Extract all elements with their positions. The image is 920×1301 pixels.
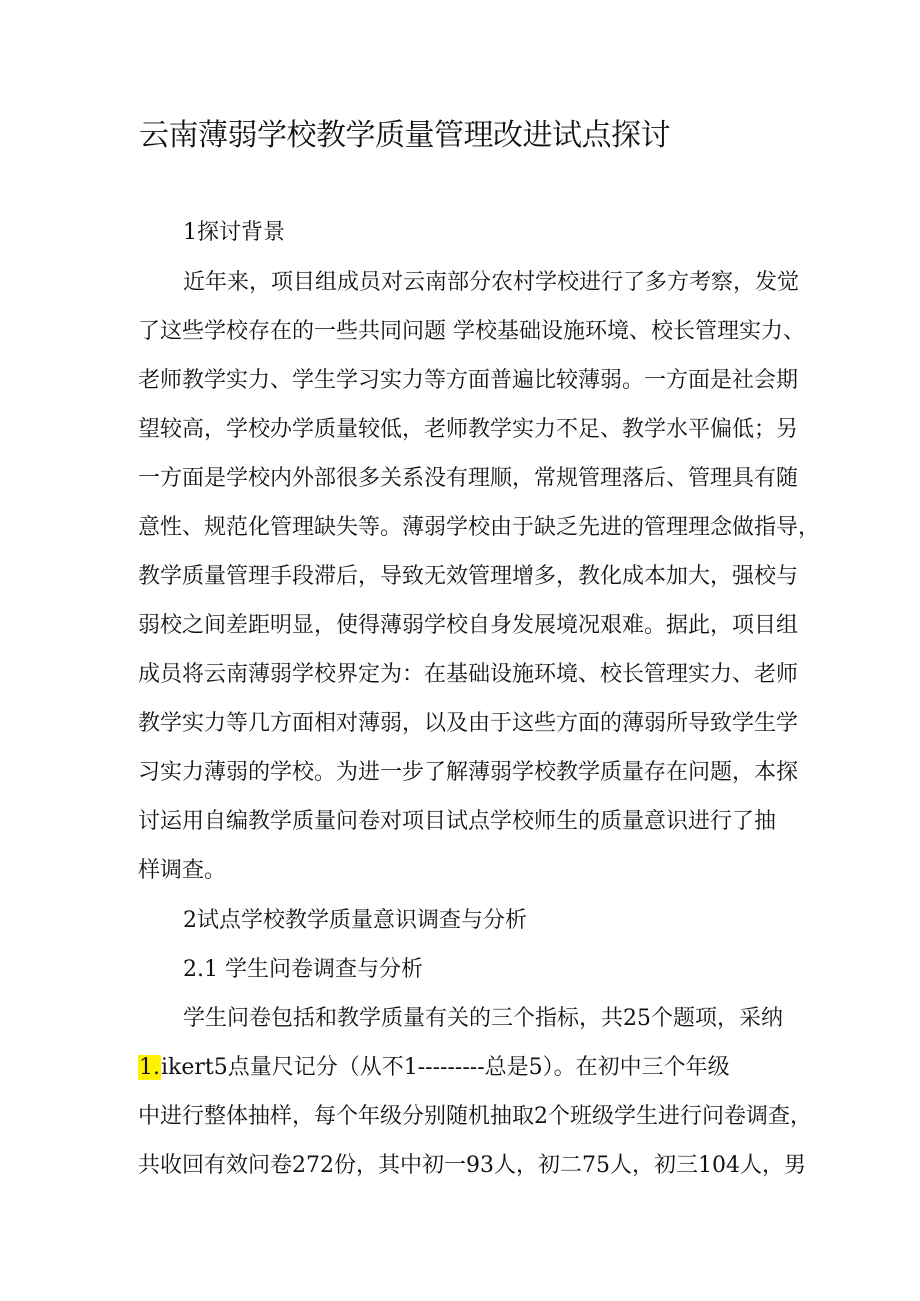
paragraph-line: 教学质量管理手段滞后，导致无效管理增多，教化成本加大，强校与 [138,564,799,589]
paragraph-line: 望较高，学校办学质量较低，老师教学实力不足、教学水平偏低；另 [138,417,799,442]
section-heading-1: 1探讨背景 [183,220,285,245]
paragraph-line: 共收回有效问卷272份，其中初一93人，初二75人，初三104人，男 [138,1153,806,1178]
paragraph-line: 成员将云南薄弱学校界定为：在基础设施环境、校长管理实力、老师 [138,662,799,687]
paragraph-line: 了这些学校存在的一些共同问题 学校基础设施环境、校长管理实力、 [138,319,805,344]
paragraph-line: 近年来，项目组成员对云南部分农村学校进行了多方考察，发觉 [183,270,800,295]
paragraph-line: 老师教学实力、学生学习实力等方面普遍比较薄弱。一方面是社会期 [138,368,799,393]
paragraph-line: 习实力薄弱的学校。为进一步了解薄弱学校教学质量存在问题，本探 [138,760,799,785]
paragraph-line-text: ikert5点量尺记分（从不1---------总是5）。在初中三个年级 [161,1055,730,1080]
paragraph-line [138,1053,730,1083]
paragraph-line: 讨运用自编教学质量问卷对项目试点学校师生的质量意识进行了抽 [138,809,777,834]
paragraph-line: 教学实力等几方面相对薄弱，以及由于这些方面的薄弱所导致学生学 [138,711,799,736]
paragraph-line: 学生问卷包括和教学质量有关的三个指标，共25个题项，采纳 [183,1006,783,1031]
highlighted-text: 1. [139,1055,160,1080]
paragraph-line: 意性、规范化管理缺失等。薄弱学校由于缺乏先进的管理理念做指导， [138,515,821,540]
section-heading-2: 2试点学校教学质量意识调查与分析 [183,908,527,933]
subsection-heading-2-1: 2.1 学生问卷调查与分析 [183,957,423,982]
document-title: 云南薄弱学校教学质量管理改进试点探讨 [139,118,670,153]
paragraph-line: 中进行整体抽样，每个年级分别随机抽取2个班级学生进行问卷调查， [138,1104,812,1129]
paragraph-line: 弱校之间差距明显，使得薄弱学校自身发展境况艰难。据此，项目组 [138,613,799,638]
paragraph-line: 样调查。 [138,858,227,883]
paragraph-line: 一方面是学校内外部很多关系没有理顺，常规管理落后、管理具有随 [138,466,799,491]
